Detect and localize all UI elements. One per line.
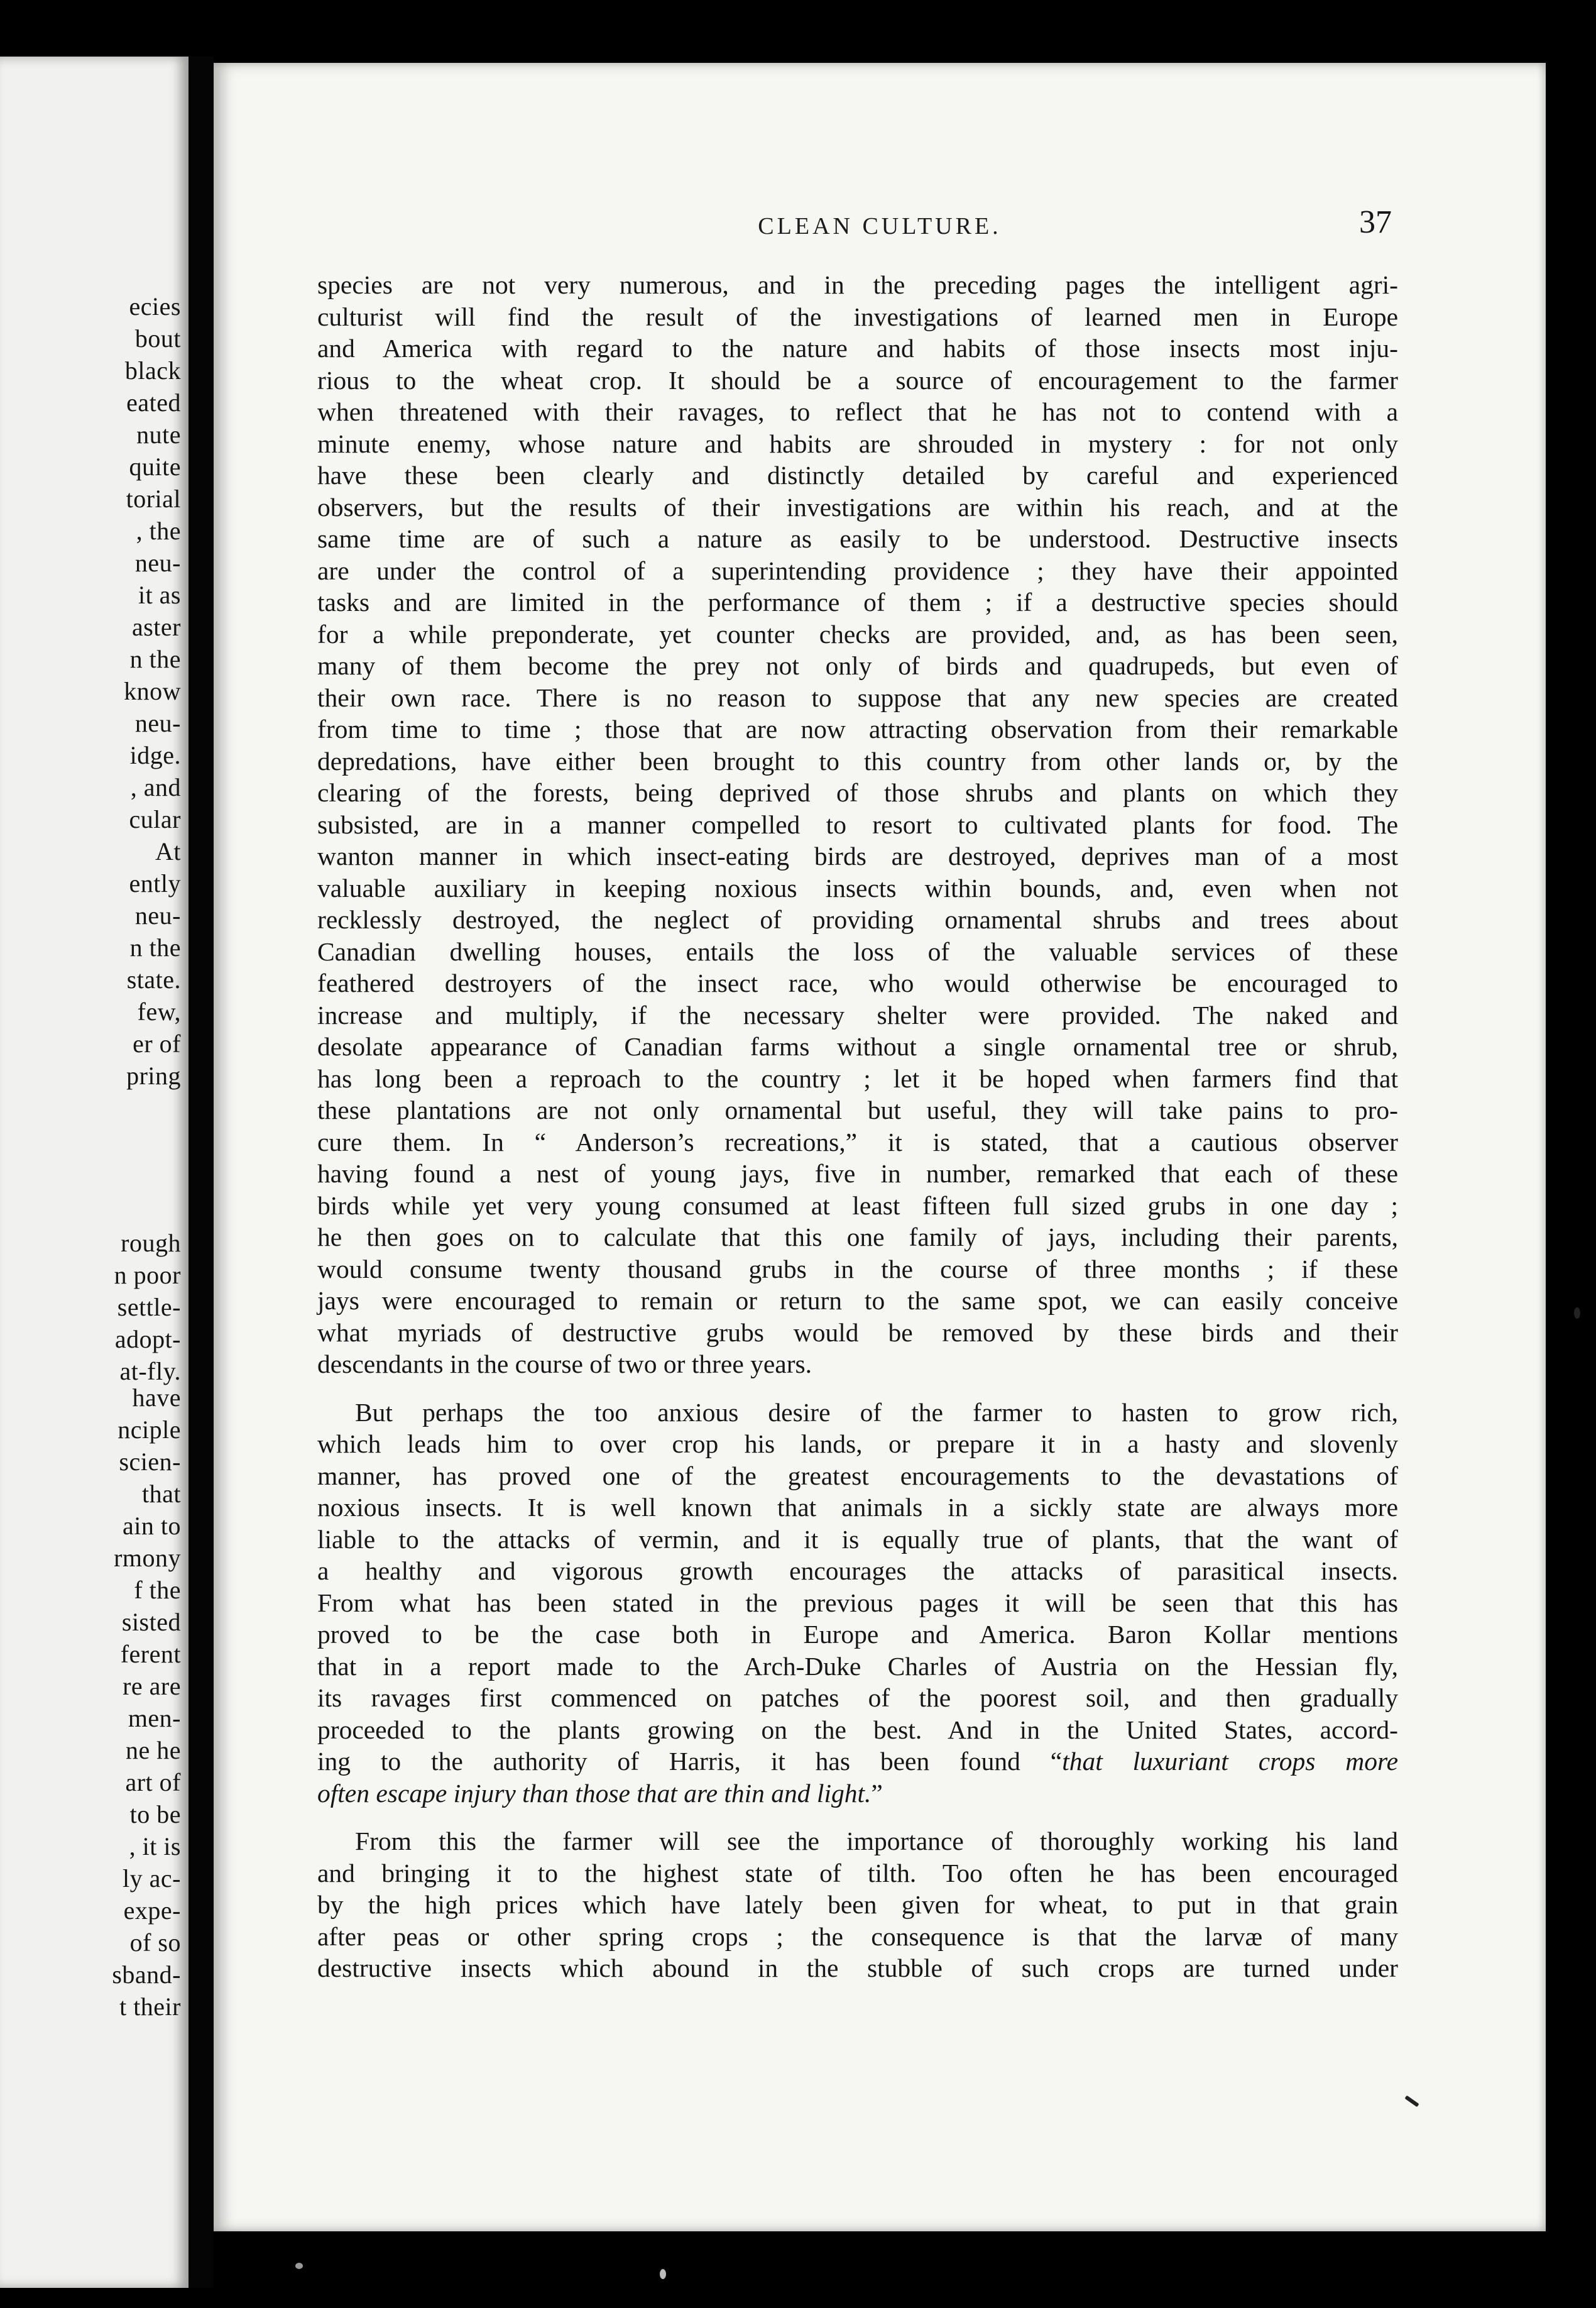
text-line: has long been a reproach to the country ; let it be hoped when farmers find that [317, 1063, 1398, 1093]
text-line: these plantations are not only ornamental but useful, they will take pains to pro- [317, 1096, 1398, 1124]
text-line: desolate appearance of Canadian farms without a single ornamental tree or shrub, [317, 1032, 1398, 1061]
fragment-line: ly ac- [123, 1864, 181, 1893]
fragment-line: black [124, 356, 181, 385]
fragment-line: er of [133, 1030, 181, 1058]
text-line: their own race. There is no reason to suppose that any new species are created [317, 683, 1398, 712]
text-line: for a while preponderate, yet counter checks are provided, and, as has been seen, [317, 619, 1398, 649]
fragment-line: , the [136, 517, 181, 545]
text-line: by the high prices which have lately been given for wheat, to put in that grain [317, 1890, 1398, 1919]
text-line: Canadian dwelling houses, entails the loss of the valuable services of these [317, 937, 1398, 966]
previous-page-text-block-1 [124, 290, 181, 1092]
book-page-37 [214, 63, 1546, 2231]
text-line: many of them become the prey not only of birds and quadrupeds, but even of [317, 651, 1398, 680]
fragment-line: ain to [123, 1512, 181, 1540]
fragment-line: settle- [117, 1293, 181, 1321]
text-line: proceeded to the plants growing on the best. And in the United States, accord- [317, 1715, 1398, 1744]
text-line: liable to the attacks of vermin, and it is equally true of plants, that the want of [317, 1524, 1398, 1554]
scan-speck [660, 2269, 666, 2279]
fragment-line: rough [121, 1229, 181, 1257]
fragment-line: cular [129, 805, 181, 833]
previous-page-text-block-3 [112, 1382, 181, 2023]
text-line: that in a report made to the Arch-Duke Charles of Austria on the Hessian fly, [317, 1651, 1398, 1681]
paragraph-2 [317, 1397, 1398, 1810]
text-line: valuable auxiliary in keeping noxious insects within bounds, and, even when not [317, 873, 1398, 903]
fragment-line: torial [126, 485, 181, 513]
page-number: 37 [1359, 204, 1392, 240]
fragment-line: pring [126, 1062, 181, 1090]
fragment-line: expe- [123, 1896, 181, 1925]
fragment-line: nute [136, 420, 181, 449]
fragment-line: , it is [129, 1832, 181, 1860]
text-line: same time are of such a nature as easily to be understood. Destructive insects [317, 524, 1398, 553]
text-line: descendants in the course of two or three years. [317, 1349, 812, 1378]
text-line: But perhaps the too anxious desire of the farmer to hasten to grow rich, [355, 1397, 1398, 1427]
text-line: having found a nest of young jays, five in number, remarked that each of these [317, 1159, 1398, 1188]
fragment-line: ecies [129, 292, 181, 321]
body-text [317, 269, 1398, 1984]
scan-speck [1574, 1307, 1580, 1319]
text-line: a healthy and vigorous growth encourages the attacks of parasitical insects. [317, 1556, 1398, 1585]
fragment-line: at-fly. [119, 1357, 181, 1385]
fragment-line: to be [129, 1800, 181, 1828]
fragment-line: know [124, 677, 181, 705]
fragment-line: t their [119, 1992, 181, 2021]
text-line [317, 1778, 1398, 1810]
fragment-line: n the [129, 645, 181, 673]
fragment-line: n poor [114, 1261, 181, 1289]
text-line: have these been clearly and distinctly detailed by careful and experienced [317, 461, 1398, 490]
previous-page-text-block-2 [114, 1227, 181, 1387]
fragment-line: nciple [118, 1415, 181, 1444]
fragment-line: At [155, 837, 181, 865]
fragment-line: eated [126, 388, 181, 417]
text-run: ing to the authority of Harris, it has been found “ [317, 1747, 1063, 1776]
text-line: From this the farmer will see the importance of thoroughly working his land [355, 1827, 1398, 1855]
fragment-line: rmony [114, 1544, 181, 1572]
fragment-line: neu- [134, 901, 181, 930]
fragment-line: quite [129, 453, 181, 481]
fragment-line: idge. [129, 741, 181, 769]
fragment-line: have [132, 1383, 181, 1412]
text-line: tasks and are limited in the performance of them ; if a destructive species should [317, 588, 1398, 617]
text-line: are under the control of a superintending providence ; they have their appointed [317, 556, 1398, 585]
text-line: manner, has proved one of the greatest encouragements to the devastations of [317, 1461, 1398, 1490]
text-line [317, 1745, 1398, 1778]
text-line: recklessly destroyed, the neglect of providing ornamental shrubs and trees about [317, 905, 1398, 934]
text-line: subsisted, are in a manner compelled to resort to cultivated plants for food. The [317, 810, 1398, 839]
text-run: ” [871, 1778, 883, 1808]
text-line: From what has been stated in the previous pages it will be seen that this has [317, 1588, 1398, 1617]
text-line: which leads him to over crop his lands, or prepare it in a hasty and slovenly [317, 1429, 1398, 1458]
text-line: depredations, have either been brought to this country from other lands or, by the [317, 746, 1398, 776]
paragraph-1 [317, 269, 1398, 1380]
text-line: jays were encouraged to remain or return to the same spot, we can easily conceive [317, 1286, 1398, 1315]
scan-speck [295, 2263, 303, 2269]
text-line: from time to time ; those that are now attracting observation from their remarkable [317, 715, 1398, 744]
fragment-line: , and [130, 773, 181, 801]
running-title: CLEAN CULTURE. [758, 213, 1002, 239]
fragment-line: n the [129, 933, 181, 962]
text-line: observers, but the results of their investigations are within his reach, and at the [317, 492, 1398, 522]
fragment-line: art of [125, 1768, 181, 1796]
fragment-line: ferent [120, 1640, 181, 1668]
fragment-line: aster [131, 613, 181, 641]
text-line: proved to be the case both in Europe and America. Baron Kollar mentions [317, 1620, 1398, 1649]
quoted-italic-text: often escape injury than those that are thin and light. [317, 1778, 872, 1808]
fragment-line: neu- [134, 549, 181, 577]
text-line: its ravages first commenced on patches of the poorest soil, and then gradually [317, 1683, 1398, 1712]
text-line: cure them. In “ Anderson’s recreations,” it is stated, that a cautious observer [317, 1127, 1398, 1157]
paragraph-3 [317, 1825, 1398, 1984]
text-line: and America with regard to the nature and habits of those insects most inju- [317, 334, 1398, 363]
fragment-line: few, [137, 997, 181, 1026]
book-gutter [189, 57, 214, 2288]
fragment-line: f the [134, 1576, 181, 1604]
text-line: species are not very numerous, and in the preceding pages the intelligent agri- [317, 270, 1398, 299]
text-line: what myriads of destructive grubs would be removed by these birds and their [317, 1317, 1398, 1347]
text-line: culturist will find the result of the investigations of learned men in Europe [317, 302, 1398, 331]
fragment-line: adopt- [114, 1325, 181, 1353]
fragment-line: neu- [134, 709, 181, 737]
running-header [214, 204, 1546, 253]
text-line: would consume twenty thousand grubs in the course of three months ; if these [317, 1254, 1398, 1283]
text-line: destructive insects which abound in the stubble of such crops are turned under [317, 1954, 1398, 1982]
fragment-line: men- [128, 1704, 181, 1732]
fragment-line: state. [126, 965, 181, 994]
text-line: feathered destroyers of the insect race, who would otherwise be encouraged to [317, 969, 1398, 997]
fragment-line: re are [123, 1672, 181, 1700]
text-line: increase and multiply, if the necessary shelter were provided. The naked and [317, 1000, 1398, 1030]
fragment-line: it as [138, 581, 181, 609]
previous-page-fragment [0, 57, 189, 2288]
text-line: noxious insects. It is well known that animals in a sickly state are always more [317, 1493, 1398, 1522]
text-line: he then goes on to calculate that this one family of jays, including their parents, [317, 1223, 1398, 1251]
fragment-line: bout [134, 324, 181, 353]
fragment-line: of so [129, 1928, 181, 1957]
fragment-line: sband- [112, 1960, 181, 1989]
quoted-italic-text: that luxuriant crops more [1062, 1747, 1398, 1776]
fragment-line: sisted [121, 1608, 181, 1636]
text-line: wanton manner in which insect-eating birds are destroyed, deprives man of a most [317, 842, 1398, 871]
fragment-line: ently [129, 869, 181, 898]
text-line: and bringing it to the highest state of tilth. Too often he has been encouraged [317, 1858, 1398, 1888]
text-line: birds while yet very young consumed at least fifteen full sized grubs in one day ; [317, 1190, 1398, 1220]
fragment-line: scien- [119, 1448, 181, 1476]
text-line: minute enemy, whose nature and habits are shrouded in mystery : for not only [317, 429, 1398, 458]
text-line: after peas or other spring crops ; the consequence is that the larvæ of many [317, 1921, 1398, 1951]
text-line: when threatened with their ravages, to reflect that he has not to contend with a [317, 397, 1398, 426]
text-line: clearing of the forests, being deprived of those shrubs and plants on which they [317, 778, 1398, 807]
fragment-line: ne he [125, 1736, 181, 1764]
text-line: rious to the wheat crop. It should be a source of encouragement to the farmer [317, 365, 1398, 395]
fragment-line: that [142, 1480, 181, 1508]
